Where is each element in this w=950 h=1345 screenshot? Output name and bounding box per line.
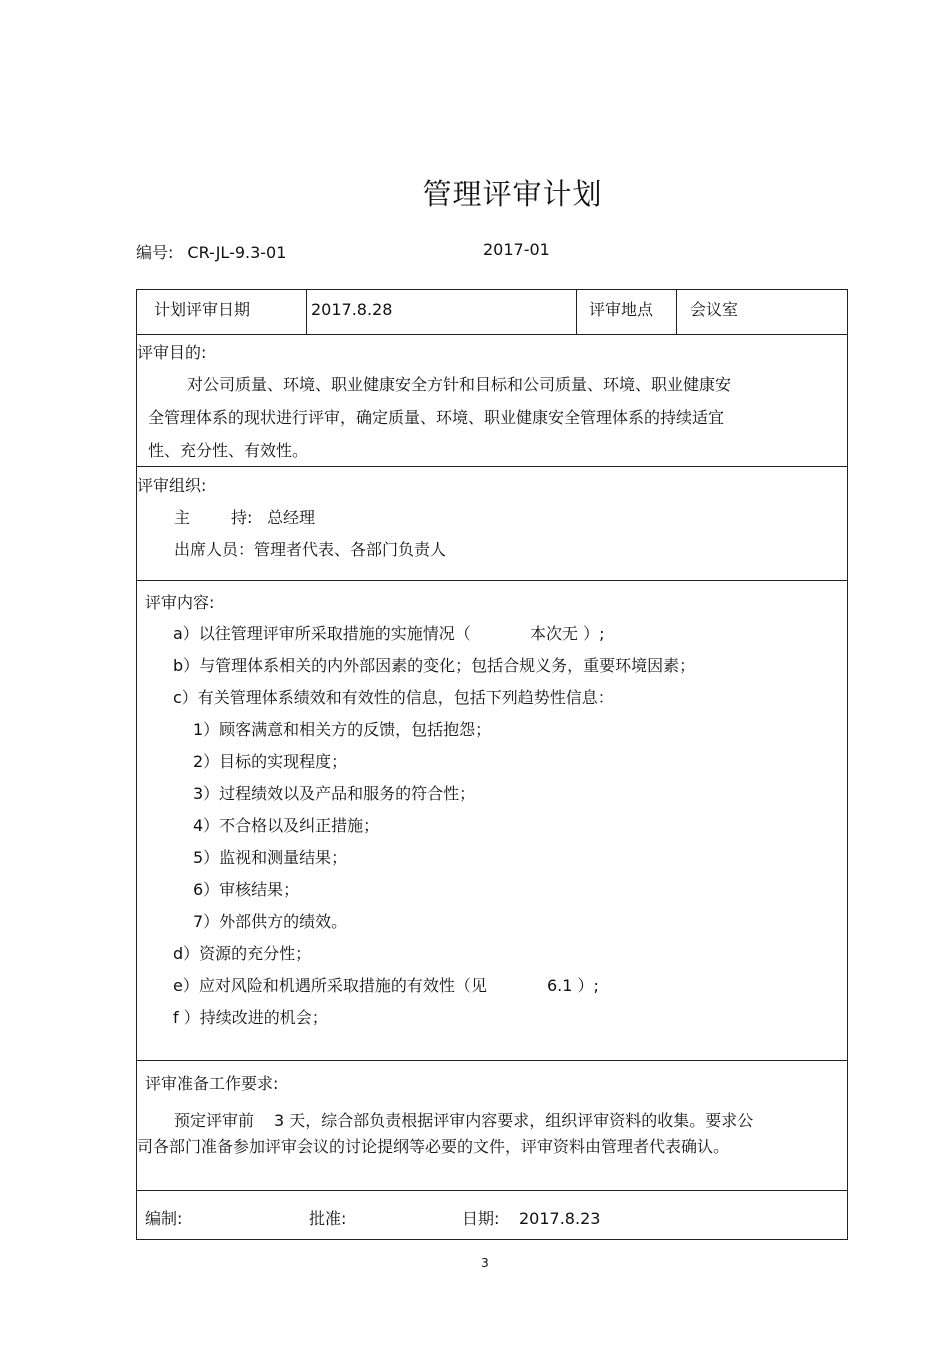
content-sub-item: 5）监视和测量结果； bbox=[193, 848, 348, 867]
content-heading: 评审内容: bbox=[145, 593, 215, 612]
purpose-line: 性、充分性、有效性。 bbox=[148, 441, 309, 460]
content-sub-item: 6）审核结果； bbox=[193, 880, 300, 899]
host-value: 总经理 bbox=[267, 508, 316, 527]
plan-date-label: 计划评审日期 bbox=[154, 300, 251, 319]
doc-number bbox=[136, 240, 286, 263]
content-item-e: e）应对风险和机遇所采取措施的有效性（见 bbox=[173, 976, 487, 995]
purpose-heading: 评审目的: bbox=[137, 343, 207, 362]
col-divider bbox=[676, 289, 677, 334]
host-label-2: 持: bbox=[231, 508, 253, 527]
sign-date-value: 2017.8.23 bbox=[519, 1209, 601, 1228]
preparation-heading: 评审准备工作要求: bbox=[145, 1074, 279, 1093]
content-sub-item: 3）过程绩效以及产品和服务的符合性； bbox=[193, 784, 476, 803]
purpose-line: 对公司质量、环境、职业健康安全方针和目标和公司质量、环境、职业健康安 bbox=[187, 375, 732, 394]
content-item-a-note: 本次无 ）; bbox=[530, 624, 605, 643]
approved-by-label: 批准: bbox=[309, 1209, 347, 1228]
content-sub-item: 1）顾客满意和相关方的反馈，包括抱怨； bbox=[193, 720, 492, 739]
content-sub-item: 2）目标的实现程度； bbox=[193, 752, 348, 771]
row-divider bbox=[136, 1060, 848, 1061]
content-item-a: a）以往管理评审所采取措施的实施情况（ bbox=[173, 624, 471, 643]
plan-date-value: 2017.8.28 bbox=[311, 300, 393, 319]
row-divider bbox=[136, 334, 848, 335]
content-sub-item: 7）外部供方的绩效。 bbox=[193, 912, 348, 931]
preparation-line1-start: 预定评审前 bbox=[174, 1111, 255, 1130]
col-divider bbox=[306, 289, 307, 334]
row-divider bbox=[136, 466, 848, 467]
content-item-b: b）与管理体系相关的内外部因素的变化；包括合规义务，重要环境因素； bbox=[173, 656, 696, 675]
preparation-line2: 司各部门准备参加评审会议的讨论提纲等必要的文件，评审资料由管理者代表确认。 bbox=[137, 1137, 730, 1156]
document-title: 管理评审计划 bbox=[422, 177, 603, 211]
row-divider bbox=[136, 580, 848, 581]
content-item-d: d）资源的充分性； bbox=[173, 944, 312, 963]
doc-number-label: 编号: bbox=[136, 243, 174, 262]
content-item-c: c）有关管理体系绩效和有效性的信息，包括下列趋势性信息： bbox=[173, 688, 614, 707]
attendees: 出席人员：管理者代表、各部门负责人 bbox=[174, 540, 447, 559]
preparation-line1-rest: 3 天，综合部负责根据评审内容要求，组织评审资料的收集。要求公 bbox=[274, 1111, 754, 1130]
row-divider bbox=[136, 1190, 848, 1191]
purpose-line: 全管理体系的现状进行评审，确定质量、环境、职业健康安全管理体系的持续适宜 bbox=[148, 408, 725, 427]
sign-date-label: 日期: bbox=[462, 1209, 500, 1228]
doc-version: 2017-01 bbox=[483, 240, 550, 259]
organization-heading: 评审组织: bbox=[137, 476, 207, 495]
prepared-by-label: 编制: bbox=[145, 1209, 183, 1228]
location-value: 会议室 bbox=[690, 300, 739, 319]
content-item-e-ref: 6.1 ）; bbox=[547, 976, 599, 995]
content-item-f: f ）持续改进的机会； bbox=[173, 1008, 328, 1027]
page-number: 3 bbox=[481, 1256, 489, 1270]
doc-number-value: CR-JL-9.3-01 bbox=[187, 243, 287, 262]
col-divider bbox=[576, 289, 577, 334]
content-sub-item: 4）不合格以及纠正措施； bbox=[193, 816, 380, 835]
host-label-1: 主 bbox=[174, 508, 191, 527]
location-label: 评审地点 bbox=[589, 300, 654, 319]
